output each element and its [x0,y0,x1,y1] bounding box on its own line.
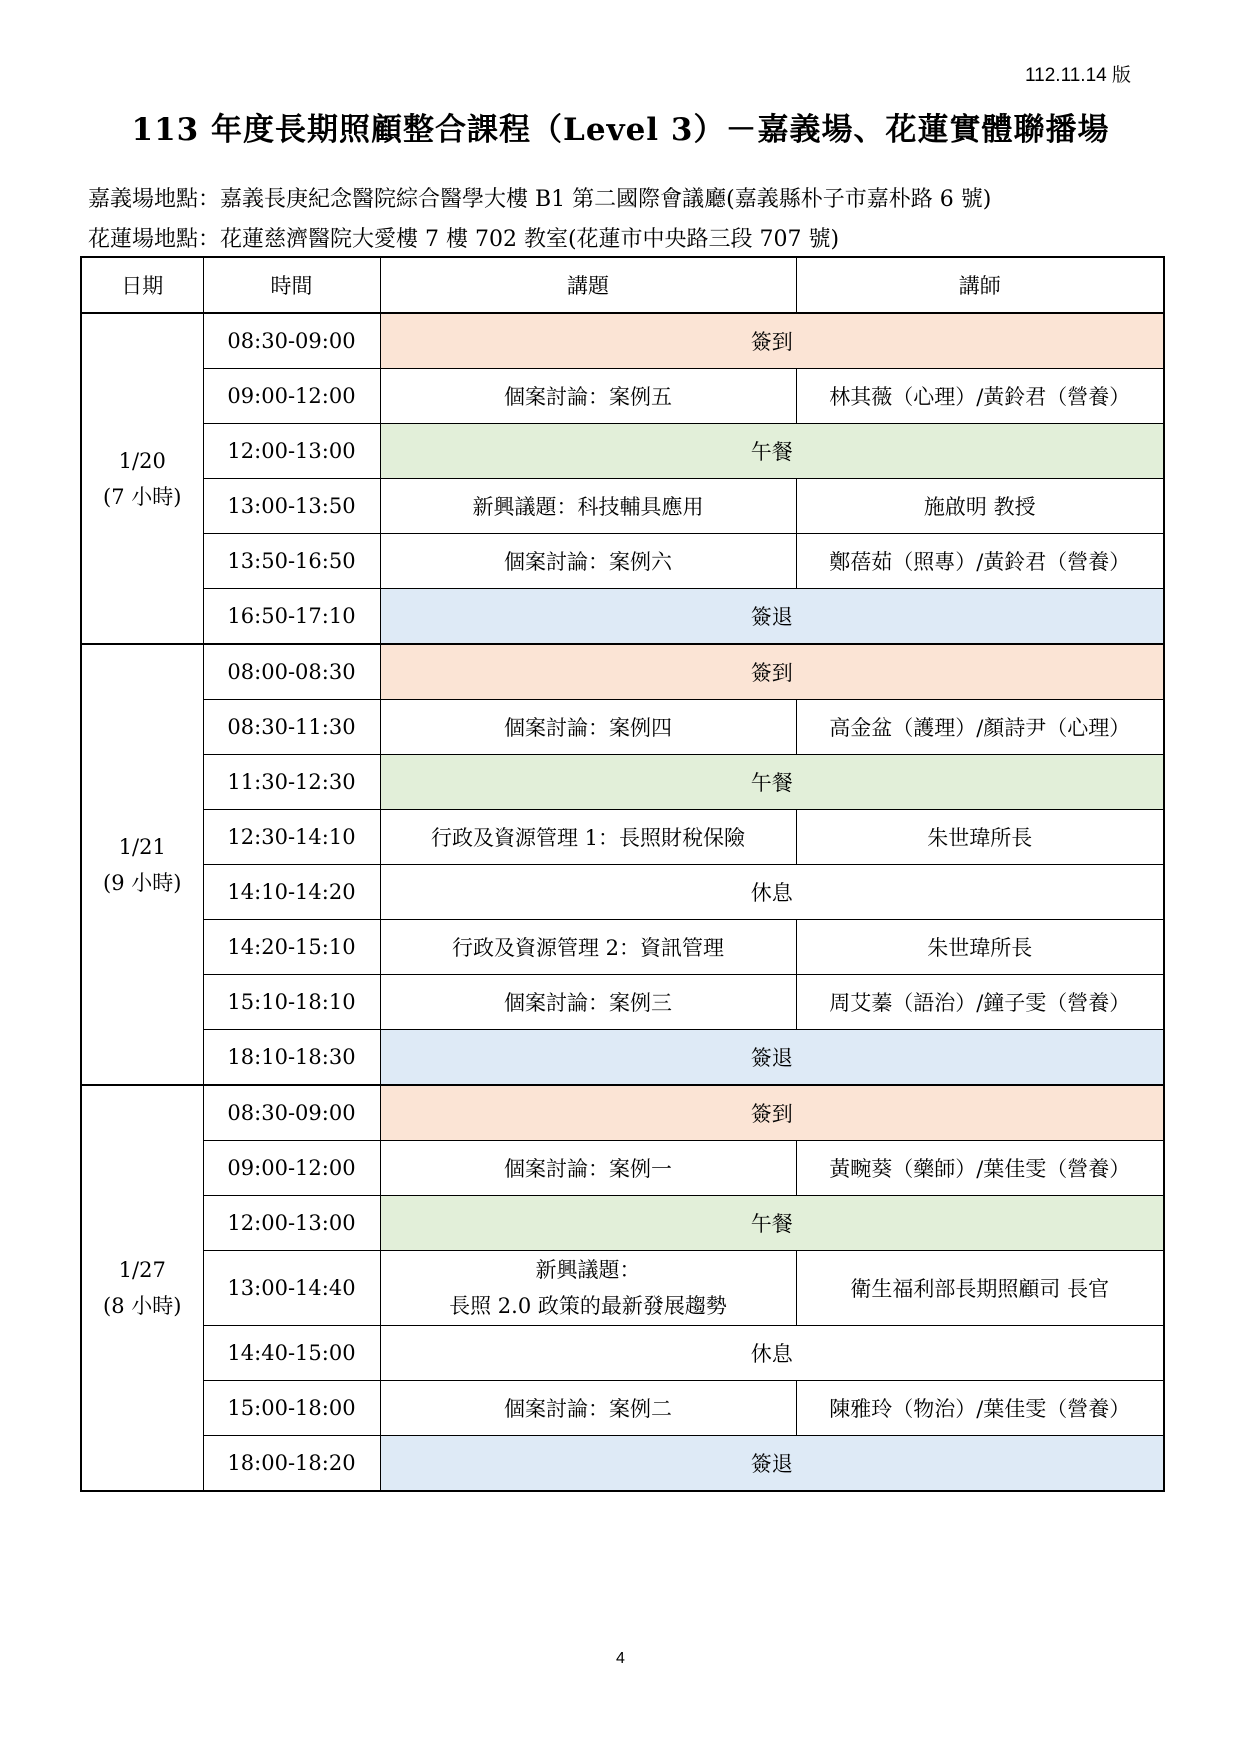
day-date: 1/27 [118,1258,166,1282]
time-cell: 14:10-14:20 [203,865,380,920]
topic-cell: 個案討論：案例二 [380,1381,796,1436]
time-cell: 13:00-13:50 [203,479,380,534]
table-row [81,1141,1164,1196]
sign-in-cell: 簽到 [380,313,1164,369]
topic-cell [380,1251,796,1326]
venue-hualien: 花蓮場地點：花蓮慈濟醫院大愛樓 7 樓 702 教室(花蓮市中央路三段 707 號) [88,227,840,252]
sign-in-cell: 簽到 [380,1085,1164,1141]
page-number: 4 [616,1650,625,1667]
lecturer-cell: 黃畹葵（藥師）/葉佳雯（營養） [796,1141,1164,1196]
topic-cell: 個案討論：案例四 [380,700,796,755]
table-row [81,700,1164,755]
time-cell: 08:30-09:00 [203,313,380,369]
header-topic: 講題 [380,257,796,313]
topic-cell: 行政及資源管理 1：長照財稅保險 [380,810,796,865]
page-title: 113 年度長期照顧整合課程（Level 3）－嘉義場、花蓮實體聯播場 [131,112,1110,148]
header-time: 時間 [203,257,380,313]
table-row [81,369,1164,424]
header-date: 日期 [81,257,203,313]
time-cell: 15:00-18:00 [203,1381,380,1436]
break-cell: 休息 [380,1326,1164,1381]
topic-cell: 新興議題：科技輔具應用 [380,479,796,534]
day-date: 1/21 [118,834,166,859]
table-row [81,1381,1164,1436]
lecturer-cell: 鄭蓓茹（照專）/黃鈴君（營養） [796,534,1164,589]
topic-cell: 個案討論：案例三 [380,975,796,1030]
table-row [81,1436,1164,1492]
day-date-cell [81,1085,203,1491]
time-cell: 08:30-11:30 [203,700,380,755]
time-cell: 09:00-12:00 [203,1141,380,1196]
lecturer-cell: 林其薇（心理）/黃鈴君（營養） [796,369,1164,424]
table-row [81,1326,1164,1381]
topic-cell: 個案討論：案例五 [380,369,796,424]
topic-cell: 行政及資源管理 2：資訊管理 [380,920,796,975]
table-row [81,1196,1164,1251]
time-cell: 12:30-14:10 [203,810,380,865]
day-date-cell [81,313,203,644]
table-row [81,1030,1164,1086]
table-row [81,920,1164,975]
table-row [81,865,1164,920]
time-cell: 14:40-15:00 [203,1326,380,1381]
lunch-cell: 午餐 [380,424,1164,479]
break-cell: 休息 [380,865,1164,920]
lecturer-cell: 朱世瑋所長 [796,810,1164,865]
day-group [81,1085,1164,1491]
table-row [81,755,1164,810]
lunch-cell: 午餐 [380,755,1164,810]
day-hours: (8 小時) [103,1294,182,1318]
day-hours: (9 小時) [103,870,182,895]
lecturer-cell: 朱世瑋所長 [796,920,1164,975]
table-row [81,479,1164,534]
table-row [81,589,1164,645]
time-cell: 12:00-13:00 [203,424,380,479]
sign-out-cell: 簽退 [380,589,1164,645]
time-cell: 15:10-18:10 [203,975,380,1030]
header-row [81,257,1164,313]
topic-cell: 個案討論：案例六 [380,534,796,589]
lecturer-cell: 陳雅玲（物治）/葉佳雯（營養） [796,1381,1164,1436]
time-cell: 13:50-16:50 [203,534,380,589]
table-row [81,424,1164,479]
header-lecturer: 講師 [796,257,1164,313]
lunch-cell: 午餐 [380,1196,1164,1251]
time-cell: 09:00-12:00 [203,369,380,424]
day-group [81,313,1164,644]
lecturer-cell: 高金盆（護理）/顏詩尹（心理） [796,700,1164,755]
time-cell: 11:30-12:30 [203,755,380,810]
time-cell: 18:10-18:30 [203,1030,380,1086]
version-label: 112.11.14 版 [1025,65,1131,86]
topic-line-2: 長照 2.0 政策的最新發展趨勢 [449,1294,727,1318]
lecturer-cell: 衛生福利部長期照顧司 長官 [796,1251,1164,1326]
time-cell: 08:00-08:30 [203,644,380,700]
lecturer-cell: 施啟明 教授 [796,479,1164,534]
table-row [81,975,1164,1030]
topic-cell: 個案討論：案例一 [380,1141,796,1196]
day-group [81,644,1164,1085]
table-row [81,1251,1164,1326]
day-date-cell [81,644,203,1085]
topic-line-1: 新興議題： [535,1258,641,1282]
table-row [81,810,1164,865]
sign-out-cell: 簽退 [380,1436,1164,1492]
time-cell: 12:00-13:00 [203,1196,380,1251]
table-row [81,644,1164,700]
time-cell: 14:20-15:10 [203,920,380,975]
time-cell: 16:50-17:10 [203,589,380,645]
day-date: 1/20 [118,448,166,473]
schedule-table [80,256,1165,1492]
time-cell: 18:00-18:20 [203,1436,380,1492]
time-cell: 08:30-09:00 [203,1085,380,1141]
table-row [81,534,1164,589]
day-hours: (7 小時) [103,484,182,509]
lecturer-cell: 周艾蓁（語治）/鐘子雯（營養） [796,975,1164,1030]
venue-chiayi: 嘉義場地點：嘉義長庚紀念醫院綜合醫學大樓 B1 第二國際會議廳(嘉義縣朴子市嘉朴路 6 號) [88,187,992,212]
sign-out-cell: 簽退 [380,1030,1164,1086]
time-cell: 13:00-14:40 [203,1251,380,1326]
table-row [81,1085,1164,1141]
table-row [81,313,1164,369]
sign-in-cell: 簽到 [380,644,1164,700]
